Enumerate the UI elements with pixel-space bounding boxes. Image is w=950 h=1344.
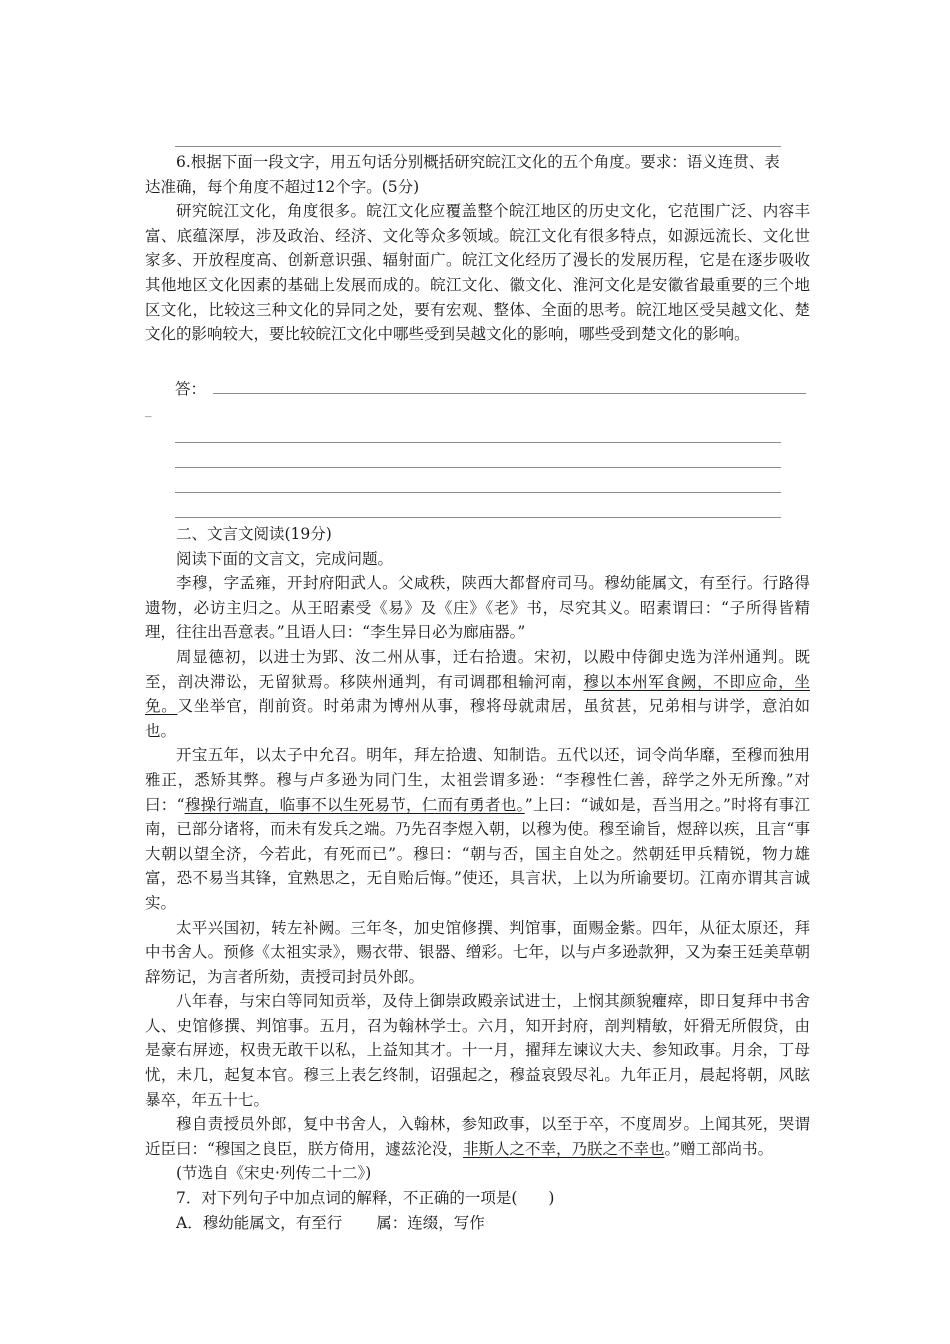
stray-mark: _ [145, 403, 152, 418]
answer-line-1[interactable] [213, 393, 806, 394]
q7-option-a-gloss: 属：连缀，写作 [376, 1213, 485, 1232]
q6-stem-line2: 达准确，每个角度不超过12个字。(5分) [145, 177, 420, 196]
para6-underlined: 非斯人之不幸，乃朕之不幸也 [462, 1139, 665, 1158]
section2-instruction: 阅读下面的文言文，完成问题。 [176, 549, 394, 568]
passage-para-3 [145, 743, 810, 915]
para3-text-b: ”上曰：“诚如是，吾当用之。”时将有事江南，已部分诸将，而未有发兵之端。乃先召李煜入朝，以穆为使。穆至谕旨，煜辞以疾，且言“事大朝以望全济，今若此，有死而已”。穆曰：“朝与否，国主自处之。然朝廷甲兵精锐，物力雄富，恐不易当其锋，宜熟思之，无自贻后悔。”使还，具言状，上以为所谕要切。江南亦谓其言诚实。 [145, 795, 810, 912]
para3-text-a: 开宝五年，以太子中允召。明年，拜左拾遗、知制诰。五代以还，词令尚华靡，至穆而独用雅正，悉矫其弊。穆与卢多逊为同门生，太祖尝谓多逊：“李穆性仁善，辞学之外无所豫。”对曰：“ [145, 746, 810, 814]
q7-stem: 7．对下列句子中加点词的解释，不正确的一项是( ) [176, 1189, 555, 1208]
passage-source: (节选自《宋史·列传二十二》) [176, 1164, 372, 1183]
para6-text-b: 。”赠工部尚书。 [664, 1139, 774, 1158]
passage-para-5: 八年春，与宋白等同知贡举，及侍上御崇政殿亲试进士，上悯其颜貌癯瘁，即日复拜中书舍人、史馆修撰、判馆事。五月，召为翰林学士。六月，知开封府，剖判精敏，奸猾无所假贷，由是豪右屏迹，权贵无敢干以私，上益知其才。十一月，擢拜左谏议大夫、参知政事。月余，丁母忧，未几，起复本官。穆三上表乞终制，诏强起之，穆益哀毁尽礼。九年正月，晨起将朝，风眩暴卒，年五十七。 [145, 992, 810, 1109]
passage-para-2 [145, 645, 810, 743]
q7-option-a-text: A．穆幼能属文，有至行 [176, 1213, 343, 1232]
para3-underlined: 穆操行端直，临事不以生死易节，仁而有勇者也。 [184, 795, 525, 814]
answer-line-2[interactable] [175, 442, 781, 443]
para2-underlined: 穆以本州军食阙，不即应命，坐免。 [145, 672, 810, 716]
answer-line-4[interactable] [175, 492, 781, 493]
q6-block [145, 150, 810, 347]
passage-para-4: 太平兴国初，转左补阙。三年冬，加史馆修撰、判馆事，面赐金紫。四年，从征太原还，拜中书舍人。预修《太祖实录》，赐衣带、银器、缯彩。七年，以与卢多逊款狎，又为秦王廷美草朝辞笏记，为言者所劾，责授司封员外郎。 [145, 918, 810, 986]
answer-line-5[interactable] [175, 517, 781, 518]
q6-passage: 研究皖江文化，角度很多。皖江文化应覆盖整个皖江地区的历史文化，它范围广泛、内容丰富、底蕴深厚，涉及政治、经济、文化等众多领域。皖江文化有很多特点，如源远流长、文化世家多、开放程度高、创新意识强、辐射面广。皖江文化经历了漫长的发展历程，它是在逐步吸收其他地区文化因素的基础上发展而成的。皖江文化、徽文化、淮河文化是安徽省最重要的三个地区文化，比较这三种文化的异同之处，要有宏观、整体、全面的思考。皖江地区受吴越文化、楚文化的影响较大，要比较皖江文化中哪些受到吴越文化的影响，哪些受到楚文化的影响。 [145, 202, 810, 344]
passage-para-6 [145, 1112, 810, 1161]
q6-stem-line1: 6.根据下面一段文字，用五句话分别概括研究皖江文化的五个角度。要求：语义连贯、表 [176, 153, 780, 171]
q6-answer-label: 答： [175, 380, 207, 398]
section2-heading: 二、文言文阅读(19分) [176, 525, 332, 543]
q7-option-a [145, 1211, 810, 1236]
para6-text-a: 穆自责授员外郎，复中书舍人，入翰林，参知政事，以至于卒，不度周岁。上闻其死，哭谓近臣曰：“穆国之良臣，朕方倚用，遽兹沦没， [145, 1115, 810, 1158]
answer-line-top [175, 146, 781, 147]
para2-text-a: 周显德初，以进士为郢、汝二州从事，迁右拾遗。宋初，以殿中侍御史选为洋州通判。既至，剖决滞讼，无留狱焉。移陕州通判，有司调郡租输河南， [145, 647, 810, 691]
para2-text-b: 又坐举官，削前资。时弟肃为博州从事，穆将母就肃居，虽贫甚，兄弟相与讲学，意泊如也。 [145, 697, 810, 740]
answer-line-3[interactable] [175, 467, 781, 468]
passage-para-1: 李穆，字孟雍，开封府阳武人。父咸秩，陕西大都督府司马。穆幼能属文，有至行。行路得遗物，必访主归之。从王昭素受《易》及《庄》《老》书，尽究其义。昭素谓曰：“子所得皆精理，往往出吾意表。”且语人曰：“李生异日必为廊庙器。” [145, 574, 810, 642]
classical-reading-block [145, 522, 810, 1235]
